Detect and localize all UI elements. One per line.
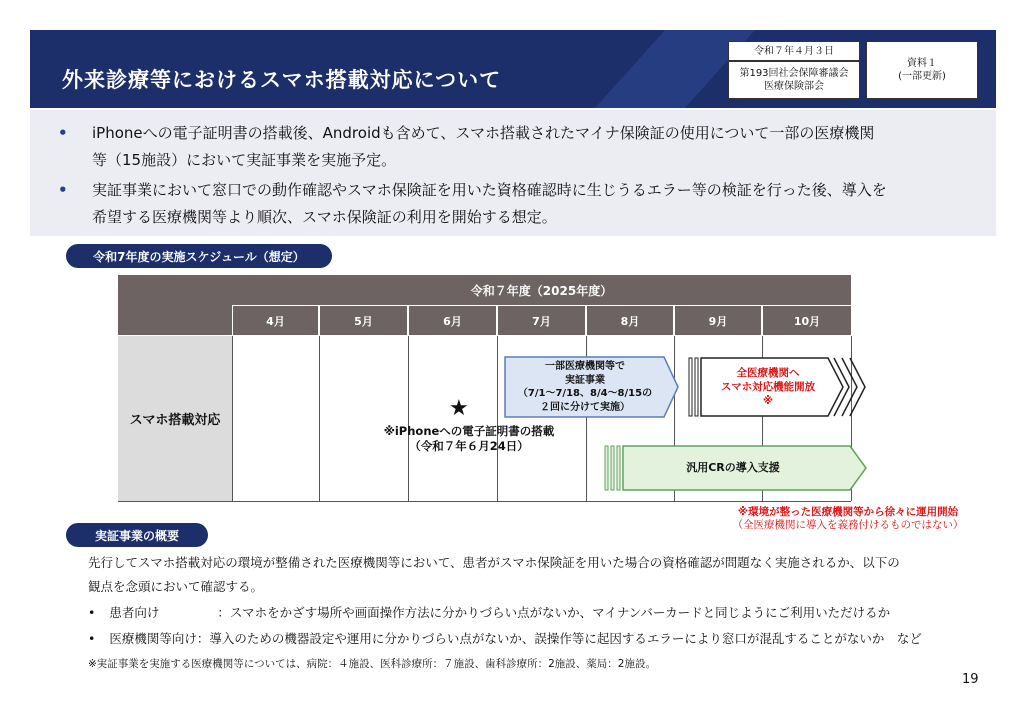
grid-line bbox=[408, 336, 409, 501]
trial-arrow-label bbox=[506, 360, 664, 414]
item-institution-text: ：導入のための機器設定や運用に分かりづらい点がないか、誤操作等に起因するエラーにより窓口が混乱することがないか など bbox=[196, 631, 922, 646]
overview-footnote: ※実証事業を実施する医療機関等については、病院：４施設、医科診療所：７施設、歯科診療所：2施設、薬局：2施設。 bbox=[88, 658, 656, 670]
item-patient-label: 患者向け bbox=[109, 605, 160, 620]
month-header: 6月 bbox=[409, 306, 496, 335]
meeting-name-line1: 第193回社会保障審議会 bbox=[739, 68, 849, 79]
overview-intro-line2: 観点を念頭において確認する。 bbox=[88, 579, 264, 594]
bullet-dot: • bbox=[58, 181, 68, 199]
document-label-box bbox=[866, 41, 978, 99]
schedule-section-label: 令和7年度の実施スケジュール（想定） bbox=[66, 244, 332, 268]
rollout-note bbox=[705, 506, 991, 532]
table-bottom-line bbox=[118, 501, 851, 502]
rollout-line2: スマホ対応機能開放 bbox=[720, 381, 816, 393]
summary-bullet-2-line1: 実証事業において窓口での動作確認やスマホ保険証を用いた資格確認時に生じうるエラー等の検証を行った後、導入を bbox=[92, 181, 887, 199]
bullet-dot: • bbox=[58, 124, 68, 142]
trial-line4: ２回に分けて実施） bbox=[540, 401, 630, 413]
item-patient-text: ：スマホをかざす場所や画面操作方法に分かりづらい点がないか、マイナンバーカードと同じようにご利用いただけるか bbox=[217, 605, 891, 620]
summary-bullet-1-line2: 等（15施設）において実証事業を実施予定。 bbox=[92, 151, 397, 169]
item-institution-label: 医療機関等向け bbox=[109, 631, 197, 646]
page-number: 19 bbox=[962, 672, 979, 687]
overview-item-institution bbox=[88, 628, 922, 650]
page-title: 外来診療等におけるスマホ搭載対応について bbox=[62, 68, 502, 92]
meeting-box bbox=[728, 61, 860, 99]
fiscal-year-header: 令和７年度（2025年度） bbox=[232, 275, 851, 305]
month-header: 8月 bbox=[587, 306, 673, 335]
bullet-dot: • bbox=[88, 605, 96, 620]
milestone-line2: （令和７年６月24日） bbox=[409, 439, 529, 453]
summary-bullet-1-line1: iPhoneへの電子証明書の搭載後、Androidも含めて、スマホ搭載されたマイナ保険証の使用について一部の医療機関 bbox=[92, 124, 875, 142]
month-header: 9月 bbox=[675, 306, 761, 335]
month-header: 5月 bbox=[320, 306, 407, 335]
milestone-line1: ※iPhoneへの電子証明書の搭載 bbox=[383, 424, 555, 438]
grid-line bbox=[497, 336, 498, 501]
grid-line bbox=[232, 336, 233, 501]
milestone-label bbox=[364, 424, 574, 454]
document-label-line2: (一部更新) bbox=[898, 71, 946, 82]
month-header: 10月 bbox=[763, 306, 851, 335]
rollout-note-line1: ※環境が整った医療機関等から徐々に運用開始 bbox=[737, 506, 959, 518]
trial-line2: 実証事業 bbox=[565, 374, 605, 386]
meeting-name-line2: 医療保険部会 bbox=[764, 81, 824, 92]
table-corner-cell bbox=[118, 275, 232, 335]
cr-support-label: 汎用CRの導入支援 bbox=[686, 461, 780, 474]
month-header: 4月 bbox=[233, 306, 318, 335]
summary-bullet-2-line2: 希望する医療機関等より順次、スマホ保険証の利用を開始する想定。 bbox=[92, 208, 557, 226]
bullet-dot: • bbox=[88, 631, 96, 646]
overview-item-patient bbox=[88, 602, 890, 624]
overview-intro-line1: 先行してスマホ搭載対応の環境が整備された医療機関等において、患者がスマホ保険証を用いた場合の資格確認が問題なく実施されるか、以下の bbox=[88, 555, 900, 570]
month-header: 7月 bbox=[498, 306, 585, 335]
row-label: スマホ搭載対応 bbox=[118, 336, 232, 501]
rollout-arrow-label bbox=[704, 366, 832, 408]
rollout-note-line2: （全医療機関に導入を義務付けるものではない） bbox=[732, 519, 964, 531]
date-box bbox=[728, 41, 860, 61]
overview-section-label: 実証事業の概要 bbox=[66, 523, 208, 547]
meeting-date: 令和７年４月３日 bbox=[754, 45, 834, 57]
rollout-line1: 全医療機関へ bbox=[736, 367, 800, 379]
grid-line bbox=[319, 336, 320, 501]
trial-line3: （7/1～7/18、8/4～8/15の bbox=[517, 388, 653, 399]
trial-line1: 一部医療機関等で bbox=[545, 361, 625, 372]
rollout-line3: ※ bbox=[762, 395, 774, 407]
document-label-line1: 資料１ bbox=[907, 58, 937, 69]
star-milestone-icon: ★ bbox=[449, 396, 469, 421]
